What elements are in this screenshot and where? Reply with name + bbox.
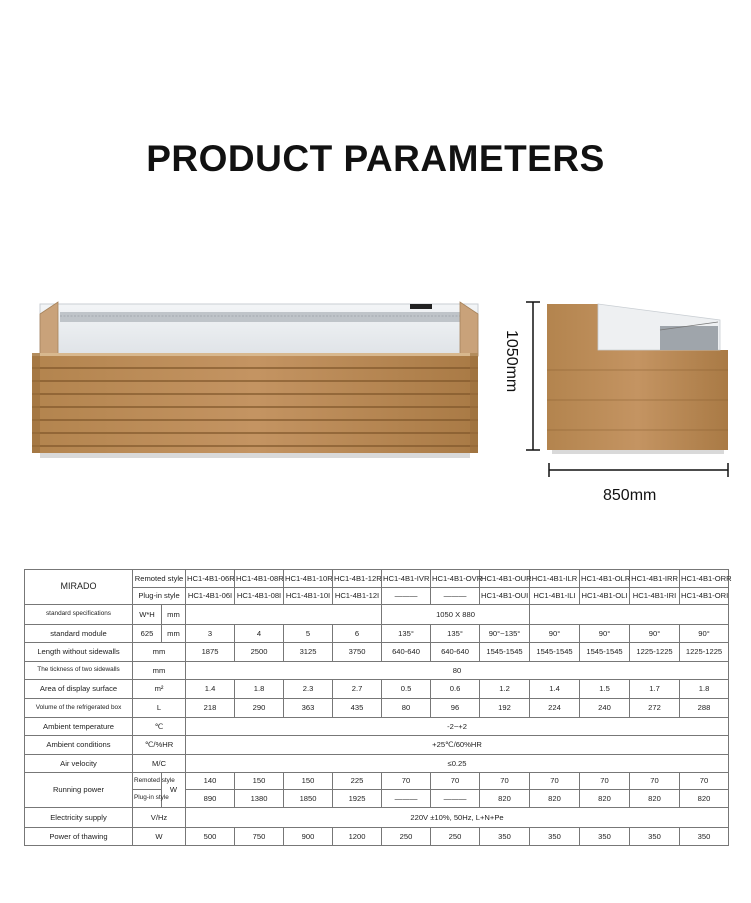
value-cell: 90° [530, 625, 580, 643]
unit-cell: 625 [133, 625, 162, 643]
value-cell: 0.6 [431, 680, 480, 699]
value-cell: 350 [530, 828, 580, 846]
value-cell: 272 [630, 699, 680, 718]
model-remoted-cell: HC1-4B1-IRR [630, 570, 680, 588]
model-remoted-cell: HC1-4B1-06R [186, 570, 235, 588]
value-cell: 1.8 [680, 680, 729, 699]
brand-name-cell: MIRADO [25, 570, 133, 605]
model-remoted-cell: HC1-4B1-IVR [382, 570, 431, 588]
value-cell: 70 [530, 773, 580, 790]
unit-cell: mm [162, 605, 186, 625]
value-cell: 0.5 [382, 680, 431, 699]
model-plugin-cell: HC1-4B1-OUI [480, 588, 530, 605]
unit-cell: L [133, 699, 186, 718]
model-plugin-cell: HC1-4B1-06I [186, 588, 235, 605]
value-cell: 1380 [235, 790, 284, 808]
models-remoted-row [25, 570, 729, 588]
value-cell: 96 [431, 699, 480, 718]
value-cell: 3 [186, 625, 235, 643]
thawing-row [25, 828, 729, 846]
value-cell: 135° [431, 625, 480, 643]
value-cell: 890 [186, 790, 235, 808]
unit-cell: W [162, 773, 186, 808]
row-label: Ambient conditions [25, 736, 133, 755]
value-cell: 6 [333, 625, 382, 643]
value-cell: 288 [680, 699, 729, 718]
value-cell: 220V ±10%, 50Hz, L+N+Pe [186, 808, 729, 828]
value-cell: 70 [480, 773, 530, 790]
parameters-table-body [25, 570, 732, 846]
model-plugin-cell: HC1-4B1-IRI [630, 588, 680, 605]
model-remoted-cell: HC1-4B1-10R [284, 570, 333, 588]
value-cell: 290 [235, 699, 284, 718]
value-cell: 820 [630, 790, 680, 808]
row-label: Ambient temperature [25, 718, 133, 736]
value-cell: 350 [680, 828, 729, 846]
model-remoted-cell: HC1-4B1-OUR [480, 570, 530, 588]
value-cell: +25℃/60%HR [186, 736, 729, 755]
plugin-style-label: Plug-in style [133, 588, 186, 605]
value-cell: 3750 [333, 643, 382, 662]
value-cell: 640-640 [431, 643, 480, 662]
value-cell: 1925 [333, 790, 382, 808]
value-cell: 1850 [284, 790, 333, 808]
value-cell: 1.2 [480, 680, 530, 699]
value-cell: 240 [580, 699, 630, 718]
electricity-row [25, 808, 729, 828]
row-label: The tickness of two sidewalls [25, 662, 133, 680]
value-cell: 1545-1545 [530, 643, 580, 662]
value-cell: 1545-1545 [580, 643, 630, 662]
value-cell: 820 [680, 790, 729, 808]
empty-cell [186, 605, 382, 625]
value-cell: 250 [431, 828, 480, 846]
value-cell: 224 [530, 699, 580, 718]
depth-dimension-label: 850mm [603, 487, 657, 504]
display-area-row [25, 680, 729, 699]
model-remoted-cell: HC1-4B1-OLR [580, 570, 630, 588]
value-cell: 135° [382, 625, 431, 643]
value-cell: 80 [186, 662, 729, 680]
unit-cell: mm [133, 643, 186, 662]
value-cell: ≤0.25 [186, 755, 729, 773]
value-cell: 500 [186, 828, 235, 846]
value-cell: 1.4 [186, 680, 235, 699]
value-cell: 435 [333, 699, 382, 718]
unit-cell: m² [133, 680, 186, 699]
value-cell: 350 [580, 828, 630, 846]
model-plugin-cell: HC1-4B1-ORI [680, 588, 729, 605]
depth-dimension-line [549, 463, 728, 477]
row-label: Running power [25, 773, 133, 808]
sidewalls-row [25, 662, 729, 680]
empty-cell [530, 605, 729, 625]
unit-cell: mm [162, 625, 186, 643]
running-power-remoted-row [25, 773, 729, 790]
value-cell: 2.3 [284, 680, 333, 699]
value-cell: 80 [382, 699, 431, 718]
row-label: Electricity supply [25, 808, 133, 828]
value-cell: 225 [333, 773, 382, 790]
model-remoted-cell: HC1-4B1-08R [235, 570, 284, 588]
value-cell: 350 [480, 828, 530, 846]
plugin-style-sublabel: Plug-in style [133, 790, 162, 808]
standard-module-row [25, 625, 729, 643]
model-remoted-cell: HC1-4B1-ORR [680, 570, 729, 588]
row-label: Length without sidewalls [25, 643, 133, 662]
value-cell: 90°~135° [480, 625, 530, 643]
value-cell: 140 [186, 773, 235, 790]
length-row [25, 643, 729, 662]
row-label: standard specifications [25, 605, 133, 625]
front-view [32, 302, 478, 458]
unit-cell: W [133, 828, 186, 846]
value-cell: 90° [580, 625, 630, 643]
unit-cell: V/Hz [133, 808, 186, 828]
value-cell: 1225-1225 [630, 643, 680, 662]
value-cell: 640-640 [382, 643, 431, 662]
unit-cell: W*H [133, 605, 162, 625]
value-cell: 250 [382, 828, 431, 846]
value-cell: 1225-1225 [680, 643, 729, 662]
value-cell: 1545-1545 [480, 643, 530, 662]
value-cell: 192 [480, 699, 530, 718]
standard-specifications-row [25, 605, 729, 625]
value-cell: 90° [630, 625, 680, 643]
value-cell: 2500 [235, 643, 284, 662]
model-plugin-cell: ——— [431, 588, 480, 605]
value-cell: 820 [530, 790, 580, 808]
height-dimension-line [526, 302, 540, 450]
unit-cell: ℃/%HR [133, 736, 186, 755]
page-title: PRODUCT PARAMETERS [146, 138, 605, 179]
value-cell: 3125 [284, 643, 333, 662]
value-cell: 70 [630, 773, 680, 790]
value-cell: 70 [580, 773, 630, 790]
value-cell: 820 [580, 790, 630, 808]
value-cell: 900 [284, 828, 333, 846]
value-cell: 150 [235, 773, 284, 790]
value-cell: 1.4 [530, 680, 580, 699]
value-cell: 363 [284, 699, 333, 718]
value-cell: -2~+2 [186, 718, 729, 736]
row-label: Area of display surface [25, 680, 133, 699]
value-cell: 150 [284, 773, 333, 790]
value-cell: 750 [235, 828, 284, 846]
model-plugin-cell: HC1-4B1-10I [284, 588, 333, 605]
unit-cell: mm [133, 662, 186, 680]
unit-cell: M/C [133, 755, 186, 773]
value-cell: 1050 X 880 [382, 605, 530, 625]
volume-row [25, 699, 729, 718]
model-plugin-cell: HC1-4B1-12I [333, 588, 382, 605]
height-dimension-label: 1050mm [503, 330, 520, 393]
value-cell: 70 [431, 773, 480, 790]
value-cell: ——— [382, 790, 431, 808]
model-remoted-cell: HC1-4B1-OVR [431, 570, 480, 588]
model-plugin-cell: HC1-4B1-OLI [580, 588, 630, 605]
model-remoted-cell: HC1-4B1-12R [333, 570, 382, 588]
parameters-table [24, 569, 732, 846]
value-cell: 4 [235, 625, 284, 643]
row-label: Air velocity [25, 755, 133, 773]
value-cell: 820 [480, 790, 530, 808]
row-label: Power of thawing [25, 828, 133, 846]
side-view [547, 304, 728, 454]
row-label: standard module [25, 625, 133, 643]
value-cell: 90° [680, 625, 729, 643]
value-cell: 1875 [186, 643, 235, 662]
model-plugin-cell: HC1-4B1-08I [235, 588, 284, 605]
value-cell: 1.7 [630, 680, 680, 699]
model-remoted-cell: HC1-4B1-ILR [530, 570, 580, 588]
value-cell: 5 [284, 625, 333, 643]
product-image [0, 290, 751, 510]
unit-cell: ℃ [133, 718, 186, 736]
value-cell: 1.5 [580, 680, 630, 699]
air-velocity-row [25, 755, 729, 773]
value-cell: 70 [680, 773, 729, 790]
value-cell: 218 [186, 699, 235, 718]
value-cell: 1.8 [235, 680, 284, 699]
model-plugin-cell: HC1-4B1-ILI [530, 588, 580, 605]
value-cell: 70 [382, 773, 431, 790]
value-cell: 2.7 [333, 680, 382, 699]
remoted-style-label: Remoted style [133, 570, 186, 588]
remoted-style-sublabel: Remoted style [133, 773, 162, 790]
model-plugin-cell: ——— [382, 588, 431, 605]
ambient-temperature-row [25, 718, 729, 736]
row-label: Volume of the refrigerated box [25, 699, 133, 718]
ambient-conditions-row [25, 736, 729, 755]
value-cell: 350 [630, 828, 680, 846]
value-cell: 1200 [333, 828, 382, 846]
value-cell: ——— [431, 790, 480, 808]
